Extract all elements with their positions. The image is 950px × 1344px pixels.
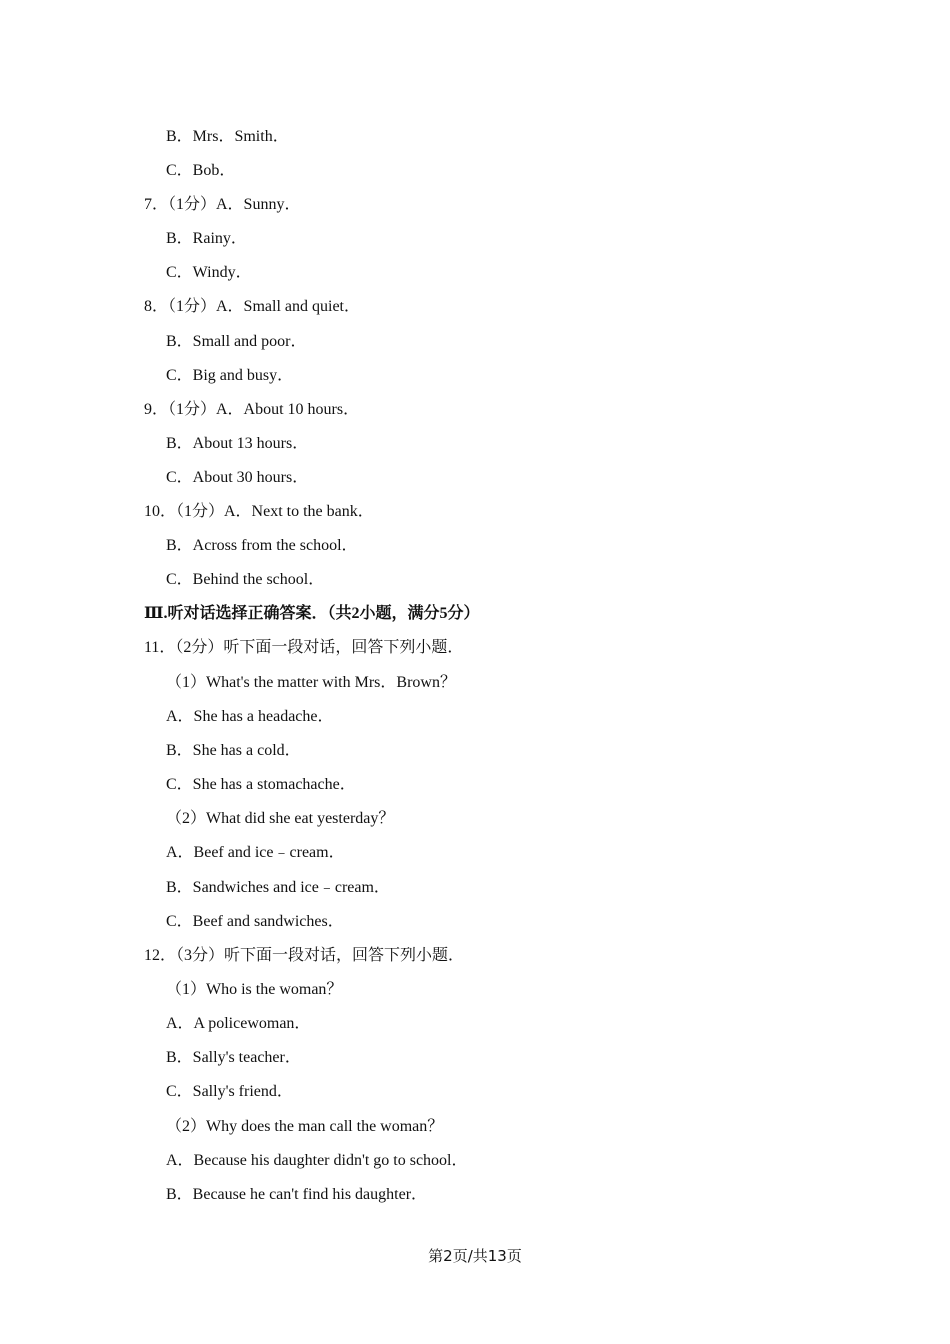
option-line: C．She has a stomachache． bbox=[166, 776, 356, 793]
option-line: C．Big and busy． bbox=[166, 367, 294, 384]
option-line: C．Sally's friend． bbox=[166, 1083, 293, 1100]
option-line: B．Sally's teacher． bbox=[166, 1049, 301, 1066]
question-line: 10．（1分）A．Next to the bank． bbox=[144, 503, 374, 520]
section-heading: Ⅲ.听对话选择正确答案．（共2小题，满分5分） bbox=[144, 605, 480, 622]
option-line: B．Sandwiches and ice﹣cream． bbox=[166, 879, 390, 896]
option-line: B．Small and poor． bbox=[166, 333, 307, 350]
option-line: C．Windy． bbox=[166, 264, 252, 281]
option-line: C．Behind the school． bbox=[166, 571, 325, 588]
question-line: 12．（3分）听下面一段对话，回答下列小题． bbox=[144, 947, 465, 964]
option-line: A．Beef and ice﹣cream． bbox=[166, 844, 345, 861]
question-line: 8．（1分）A．Small and quiet． bbox=[144, 298, 360, 315]
option-line: B．Mrs．Smith． bbox=[166, 128, 289, 145]
option-line: B．Because he can't find his daughter． bbox=[166, 1186, 428, 1203]
subquestion-line: （2）What did she eat yesterday？ bbox=[166, 810, 395, 827]
question-line: 11．（2分）听下面一段对话，回答下列小题． bbox=[144, 639, 464, 656]
question-line: 7．（1分）A．Sunny． bbox=[144, 196, 301, 213]
option-line: C．About 30 hours． bbox=[166, 469, 309, 486]
option-line: A．She has a headache． bbox=[166, 708, 334, 725]
subquestion-line: （1）What's the matter with Mrs．Brown？ bbox=[166, 674, 456, 691]
option-line: B．Rainy． bbox=[166, 230, 247, 247]
subquestion-line: （1）Who is the woman？ bbox=[166, 981, 343, 998]
subquestion-line: （2）Why does the man call the woman？ bbox=[166, 1118, 444, 1135]
option-line: A．Because his daughter didn't go to school． bbox=[166, 1152, 468, 1169]
option-line: B．About 13 hours． bbox=[166, 435, 309, 452]
option-line: C．Bob． bbox=[166, 162, 236, 179]
option-line: B．She has a cold． bbox=[166, 742, 301, 759]
option-line: C．Beef and sandwiches． bbox=[166, 913, 344, 930]
option-line: A．A policewoman． bbox=[166, 1015, 311, 1032]
question-line: 9．（1分）A．About 10 hours． bbox=[144, 401, 360, 418]
option-line: B．Across from the school． bbox=[166, 537, 358, 554]
page-footer: 第2页/共13页 bbox=[428, 1247, 522, 1265]
